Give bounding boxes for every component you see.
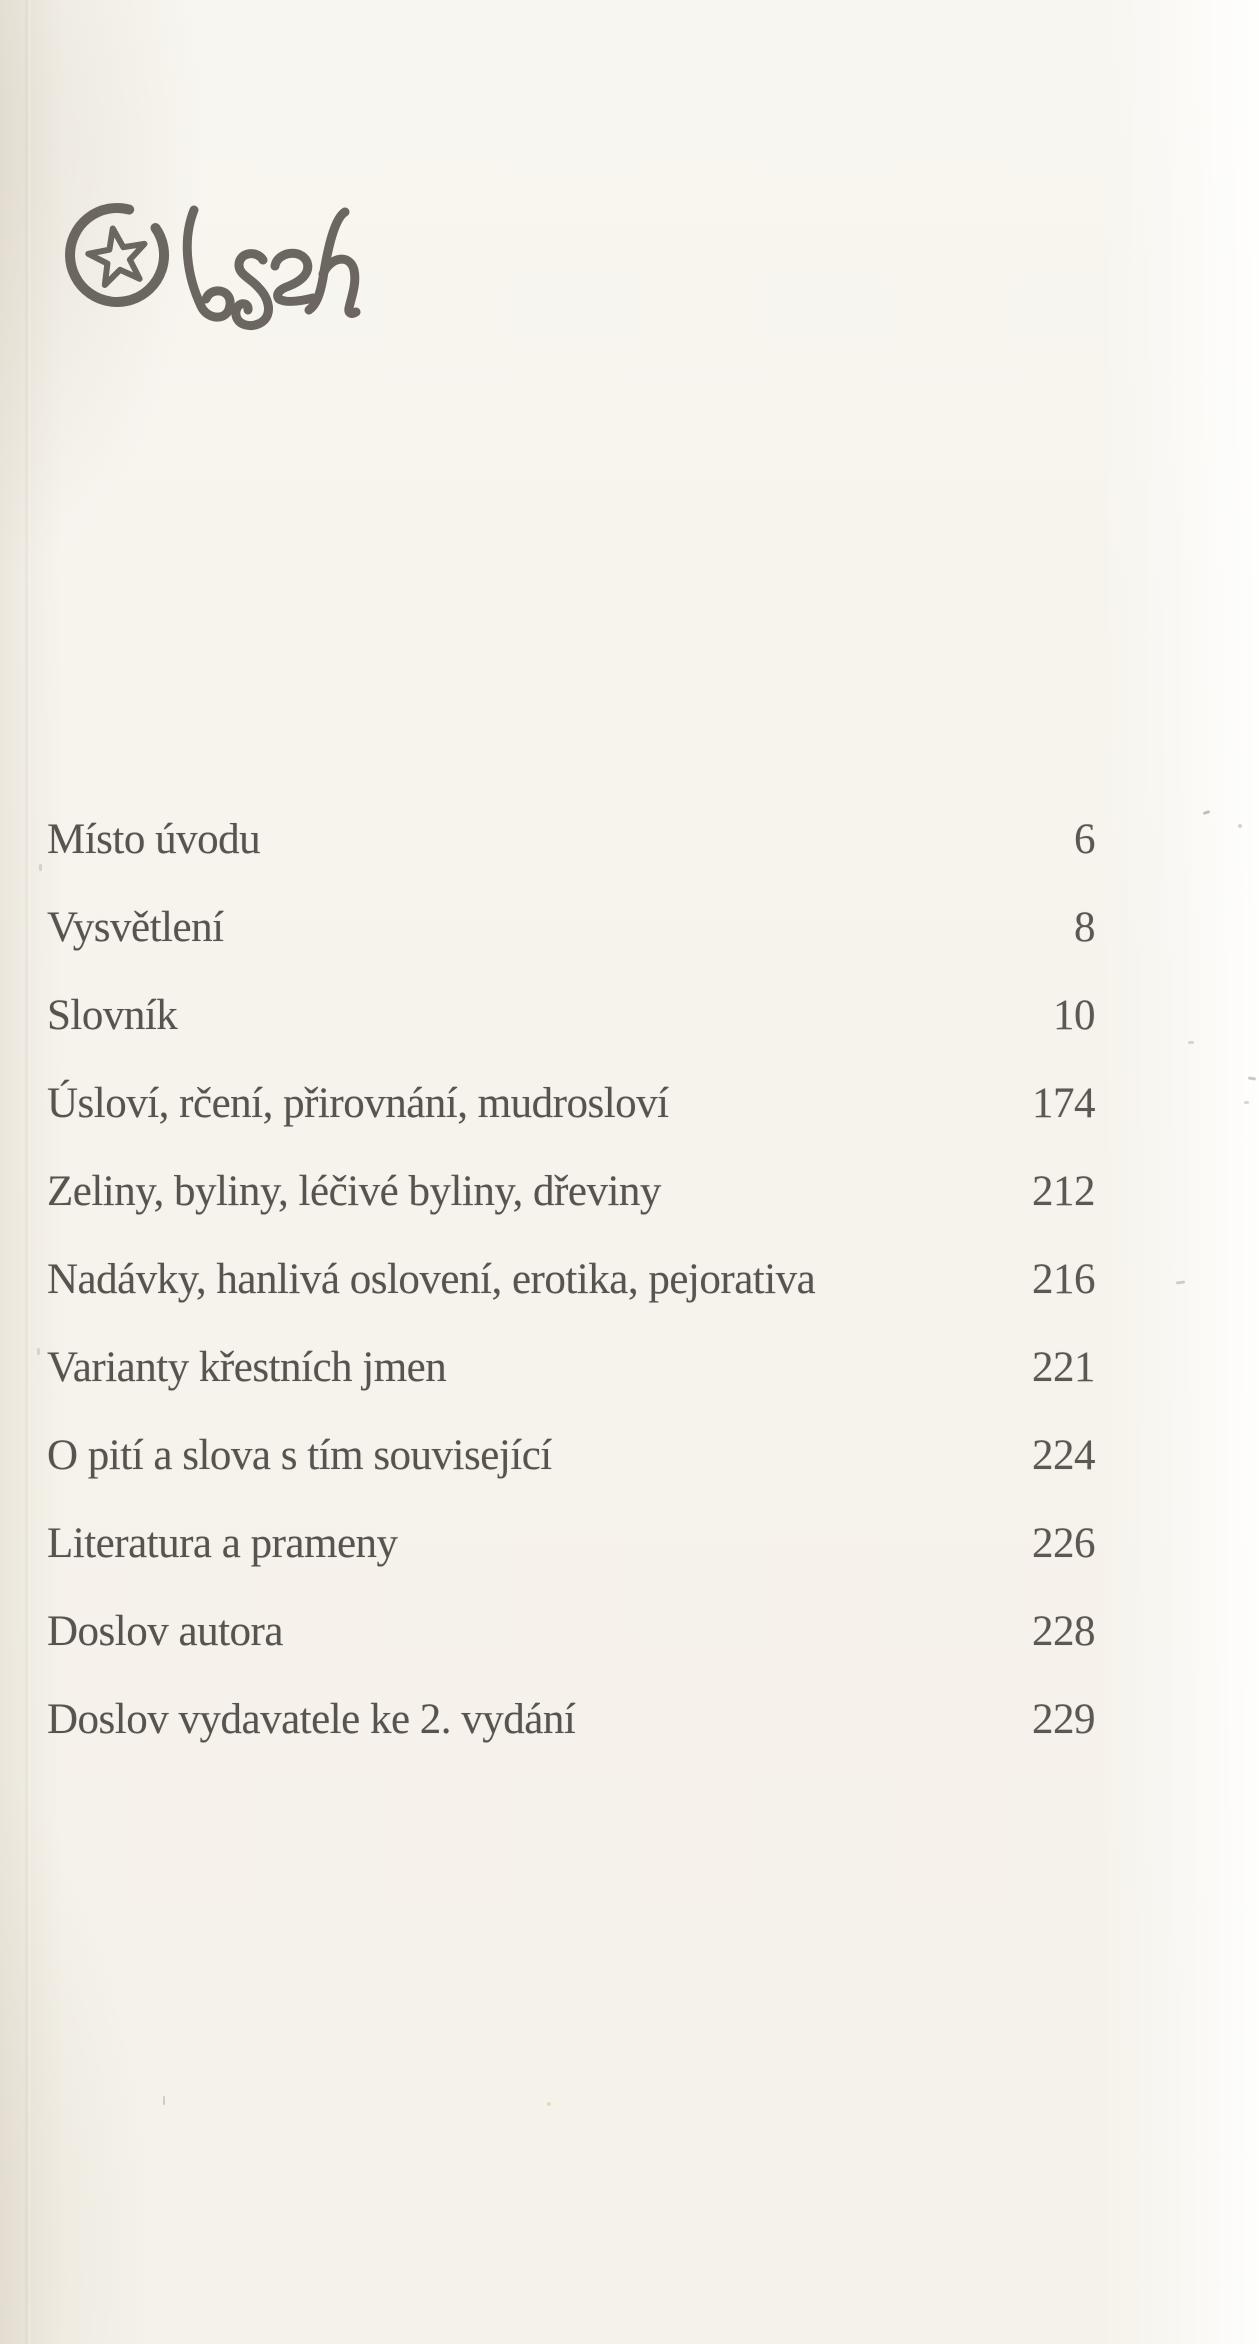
toc-entry-page: 216: [1032, 1255, 1095, 1303]
scan-speck: [1244, 1101, 1249, 1104]
scan-speck: [1176, 1281, 1185, 1285]
scan-speck: [1188, 1041, 1194, 1044]
obsah-logotype: [63, 198, 383, 350]
toc-row: [47, 795, 1095, 883]
toc-entry-label: Nadávky, hanlivá oslovení, erotika, pejorativa: [47, 1255, 816, 1303]
toc-entry-page: 174: [1032, 1079, 1095, 1127]
toc-entry-label: Doslov autora: [47, 1607, 283, 1655]
toc-entry-page: 229: [1032, 1695, 1095, 1743]
toc-entry-label: Úsloví, rčení, přirovnání, mudrosloví: [47, 1079, 669, 1127]
toc-entry-label: Slovník: [47, 991, 178, 1039]
toc-entry-label: O pití a slova s tím související: [47, 1431, 552, 1479]
toc-row: [47, 1411, 1095, 1499]
scan-speck: [163, 2096, 165, 2105]
page-title: [63, 350, 64, 351]
toc-entry-page: 8: [1074, 903, 1095, 951]
scan-speck: [547, 2102, 551, 2106]
toc-entry-label: Vysvětlení: [47, 903, 224, 951]
toc-entry-page: 226: [1032, 1519, 1095, 1567]
toc-row: [47, 1147, 1095, 1235]
toc-entry-page: 228: [1032, 1607, 1095, 1655]
scan-speck: [1203, 810, 1211, 815]
table-of-contents: [47, 795, 1095, 1763]
toc-row: [47, 971, 1095, 1059]
toc-entry-label: Zeliny, byliny, léčivé byliny, dřeviny: [47, 1167, 661, 1215]
star-icon: [88, 229, 144, 286]
toc-row: [47, 1059, 1095, 1147]
toc-row: [47, 1675, 1095, 1763]
toc-row: [47, 883, 1095, 971]
toc-entry-page: 221: [1032, 1343, 1095, 1391]
script-letter-a: [275, 253, 313, 301]
toc-row: [47, 1235, 1095, 1323]
scan-speck: [1238, 824, 1242, 828]
scan-speck: [39, 864, 42, 871]
ring-ornament: [70, 208, 164, 302]
toc-entry-page: 224: [1032, 1431, 1095, 1479]
toc-entry-label: Literatura a prameny: [47, 1519, 398, 1567]
toc-entry-label: Doslov vydavatele ke 2. vydání: [47, 1695, 576, 1743]
toc-entry-label: Varianty křestních jmen: [47, 1343, 447, 1391]
toc-row: [47, 1323, 1095, 1411]
scan-crease-line: [24, 0, 31, 2344]
script-letter-b: [187, 210, 230, 317]
toc-entry-page: 6: [1074, 815, 1095, 863]
toc-row: [47, 1499, 1095, 1587]
toc-row: [47, 1587, 1095, 1675]
toc-entry-page: 212: [1032, 1167, 1095, 1215]
chapter-heading: [63, 198, 383, 350]
script-letter-s: [236, 254, 269, 326]
toc-entry-page: 10: [1053, 991, 1095, 1039]
scan-speck: [37, 1348, 40, 1355]
toc-entry-label: Místo úvodu: [47, 815, 261, 863]
scan-speck: [1248, 1076, 1256, 1080]
script-letter-h-hump: [323, 259, 356, 313]
